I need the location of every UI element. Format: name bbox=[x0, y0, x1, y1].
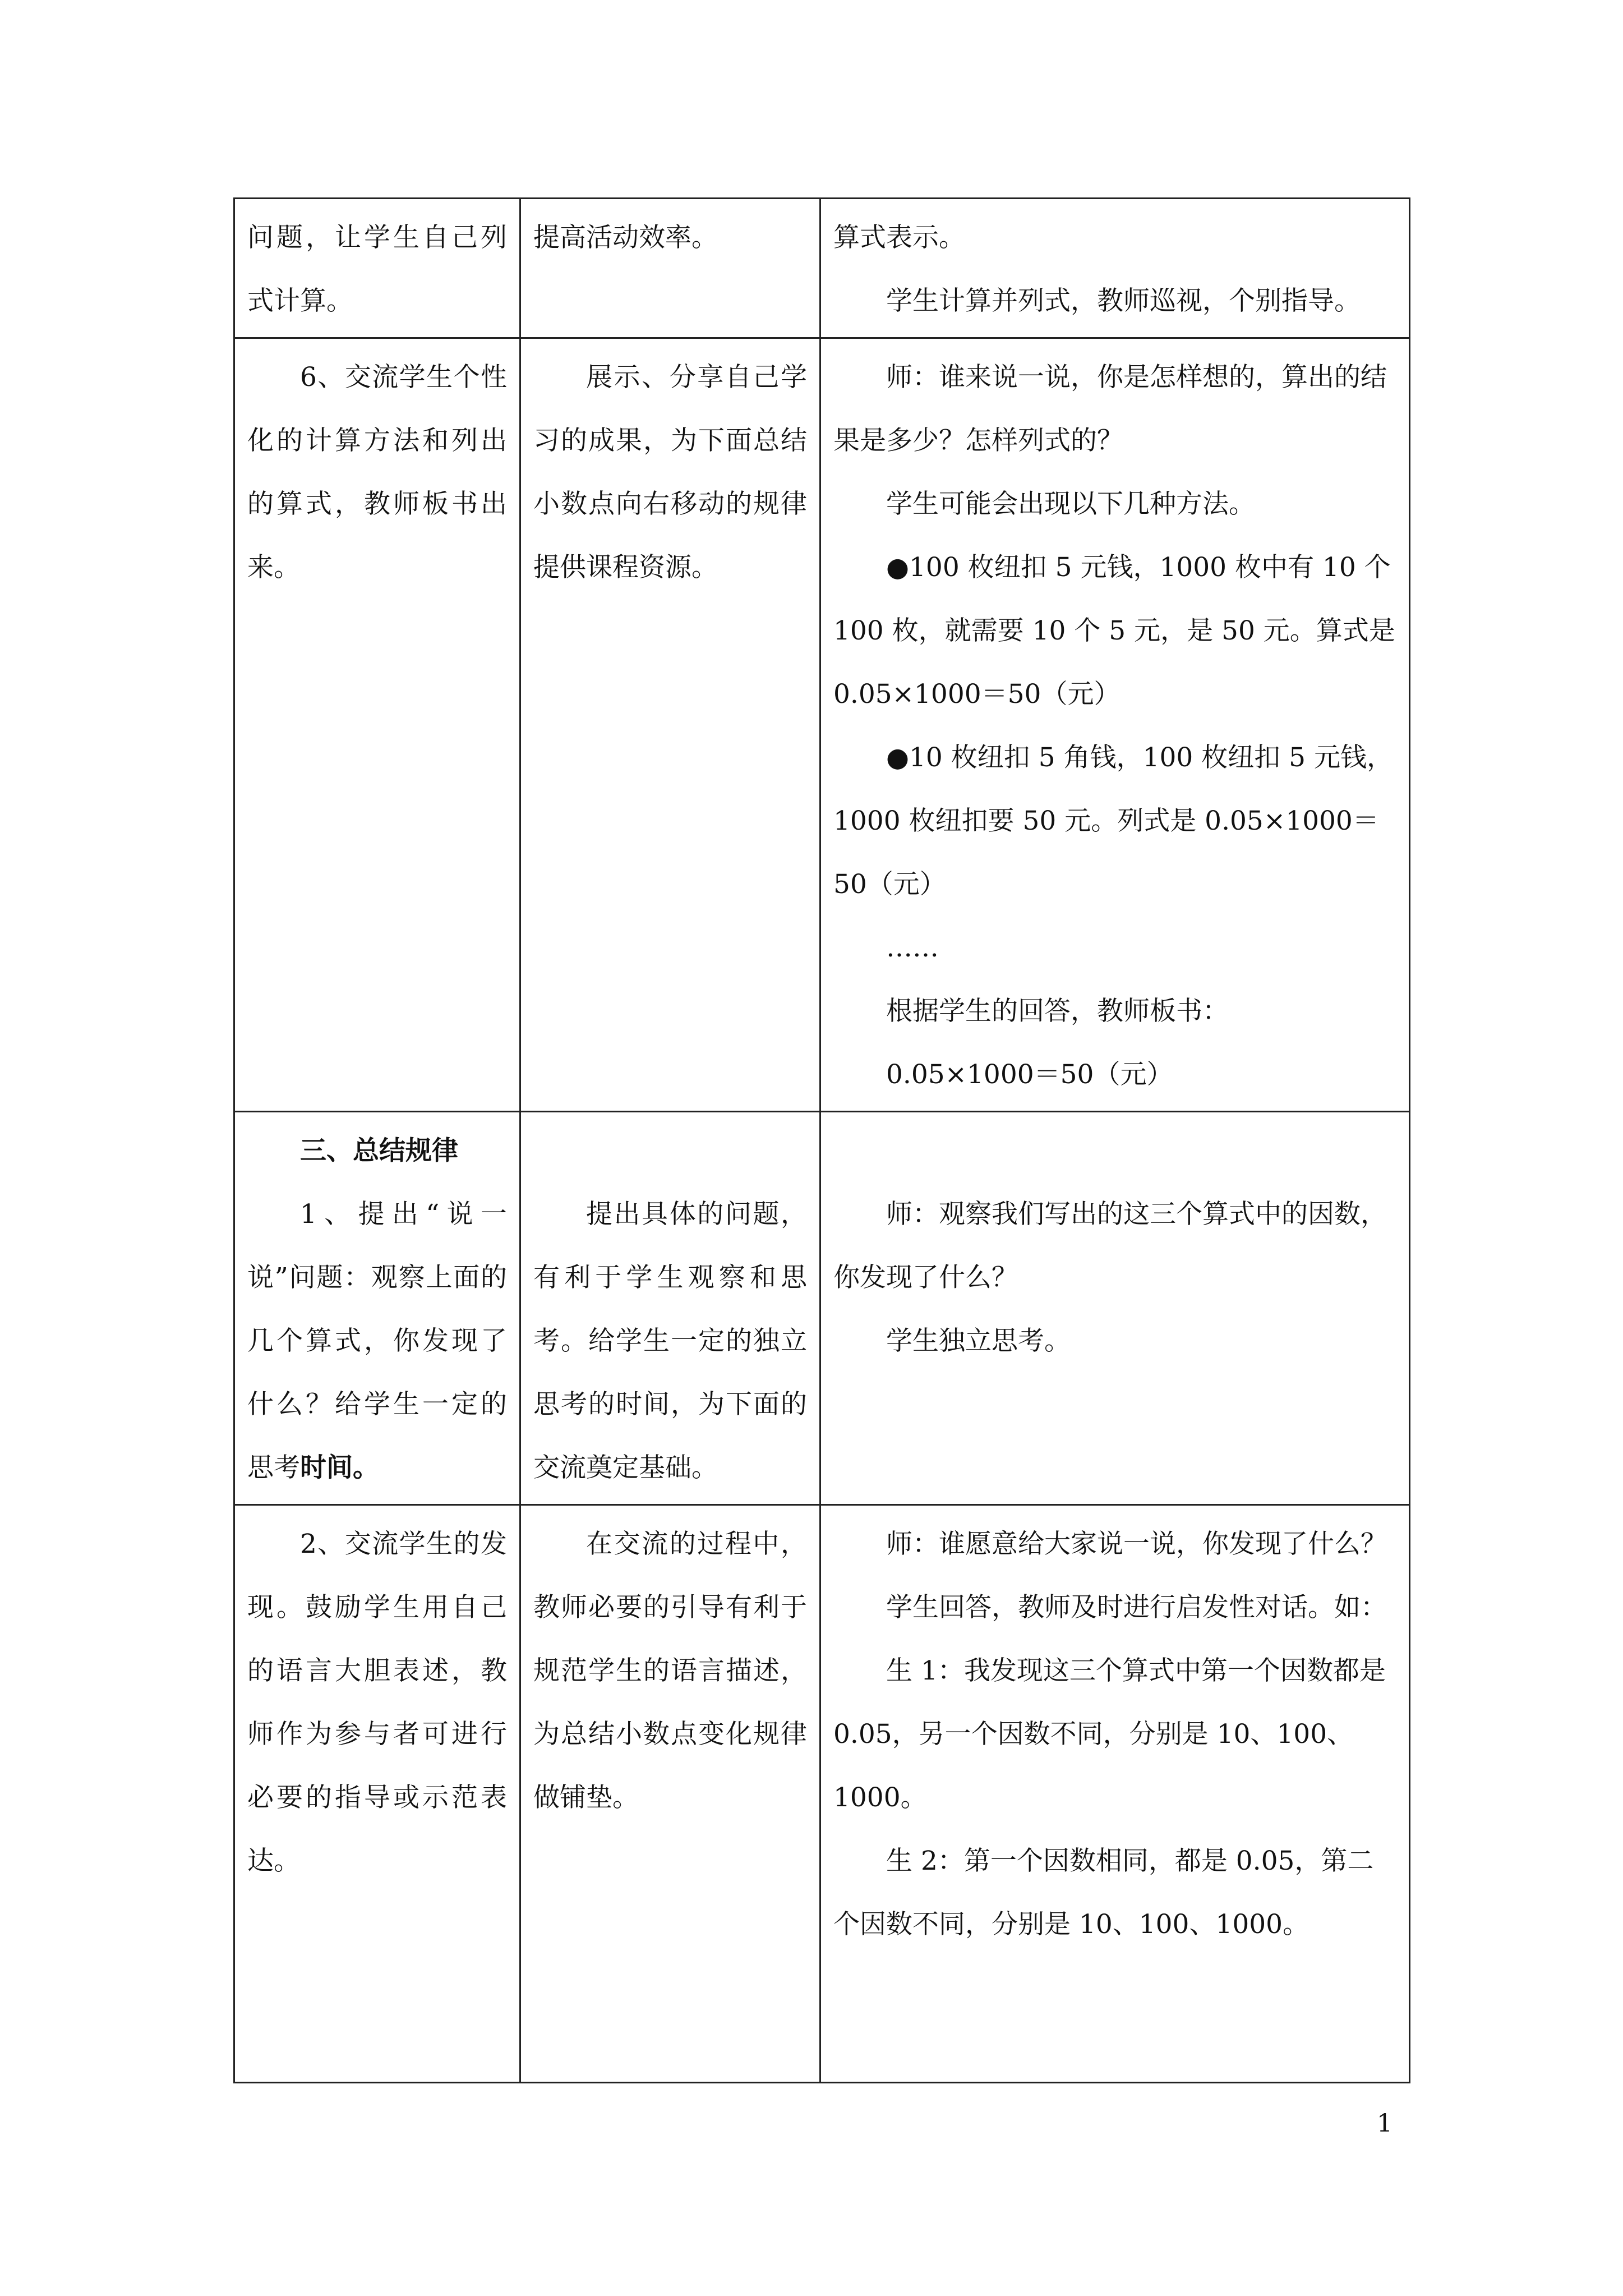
cell-text: 生 1：我发现这三个算式中第一个因数都是 0.05，另一个因数不同，分别是 10、100、1000。 bbox=[833, 1655, 1386, 1813]
process-cell bbox=[820, 199, 1410, 338]
cell-text: …… bbox=[886, 932, 939, 963]
intent-cell bbox=[520, 199, 820, 338]
cell-text: 提高活动效率。 bbox=[533, 222, 718, 253]
cell-text: 展示、分享自己学习的成果，为下面总结小数点向右移动的规律提供课程资源。 bbox=[533, 362, 807, 583]
activity-cell bbox=[234, 1112, 520, 1505]
table-row bbox=[234, 338, 1410, 1112]
process-cell bbox=[820, 1505, 1410, 2083]
cell-text: 问题，让学生自己列式计算。 bbox=[247, 222, 507, 316]
section-heading: 三、总结规律 bbox=[300, 1135, 458, 1166]
cell-text: 师：谁愿意给大家说一说，你发现了什么？ bbox=[886, 1529, 1387, 1559]
cell-text: 算式表示。 bbox=[833, 222, 965, 253]
page-number: 1 bbox=[1377, 2109, 1393, 2138]
process-cell bbox=[820, 338, 1410, 1112]
cell-text: 6、交流学生个性化的计算方法和列出的算式，教师板书出来。 bbox=[247, 362, 507, 583]
cell-text: 在交流的过程中，教师必要的引导有利于规范学生的语言描述，为总结小数点变化规律做铺垫。 bbox=[533, 1529, 807, 1813]
activity-cell bbox=[234, 199, 520, 338]
table-row bbox=[234, 1112, 1410, 1505]
cell-text: 根据学生的回答，教师板书： bbox=[886, 996, 1229, 1027]
cell-text: 0.05×1000＝50（元） bbox=[886, 1059, 1173, 1090]
table-row bbox=[234, 199, 1410, 338]
activity-cell bbox=[234, 338, 520, 1112]
cell-text-body: 1、提出“说一说”问题：观察上面的几个算式，你发现了什么？给学生一定的思考 bbox=[247, 1199, 507, 1483]
cell-text-bold: 时间。 bbox=[300, 1452, 379, 1483]
cell-text: 学生计算并列式，教师巡视，个别指导。 bbox=[886, 286, 1361, 316]
intent-cell bbox=[520, 338, 820, 1112]
cell-text: ●100 枚纽扣 5 元钱，1000 枚中有 10 个 100 枚，就需要 10 个 5 元，是 50 元。算式是 0.05×1000＝50（元） bbox=[833, 552, 1395, 710]
cell-text: 提出具体的问题，有利于学生观察和思考。给学生一定的独立思考的时间，为下面的交流奠定基础。 bbox=[533, 1199, 807, 1483]
lesson-plan-table bbox=[233, 197, 1410, 2083]
intent-cell bbox=[520, 1505, 820, 2083]
cell-text bbox=[247, 1182, 507, 1499]
cell-text: 2、交流学生的发现。鼓励学生用自己的语言大胆表述，教师作为参与者可进行必要的指导或示范表达。 bbox=[247, 1529, 507, 1876]
cell-text: 师：谁来说一说，你是怎样想的，算出的结果是多少？怎样列式的？ bbox=[833, 362, 1387, 456]
cell-text: 学生回答，教师及时进行启发性对话。如： bbox=[886, 1592, 1387, 1623]
cell-text: 师：观察我们写出的这三个算式中的因数，你发现了什么？ bbox=[833, 1199, 1387, 1293]
table-row bbox=[234, 1505, 1410, 2083]
cell-text: 学生独立思考。 bbox=[886, 1326, 1071, 1356]
process-cell bbox=[820, 1112, 1410, 1505]
activity-cell bbox=[234, 1505, 520, 2083]
cell-text: 生 2：第一个因数相同，都是 0.05，第二个因数不同，分别是 10、100、1000。 bbox=[833, 1846, 1374, 1940]
cell-text: ●10 枚纽扣 5 角钱，100 枚纽扣 5 元钱，1000 枚纽扣要 50 元。列式是 0.05×1000＝50（元） bbox=[833, 742, 1393, 900]
intent-cell bbox=[520, 1112, 820, 1505]
cell-text: 学生可能会出现以下几种方法。 bbox=[886, 489, 1255, 519]
